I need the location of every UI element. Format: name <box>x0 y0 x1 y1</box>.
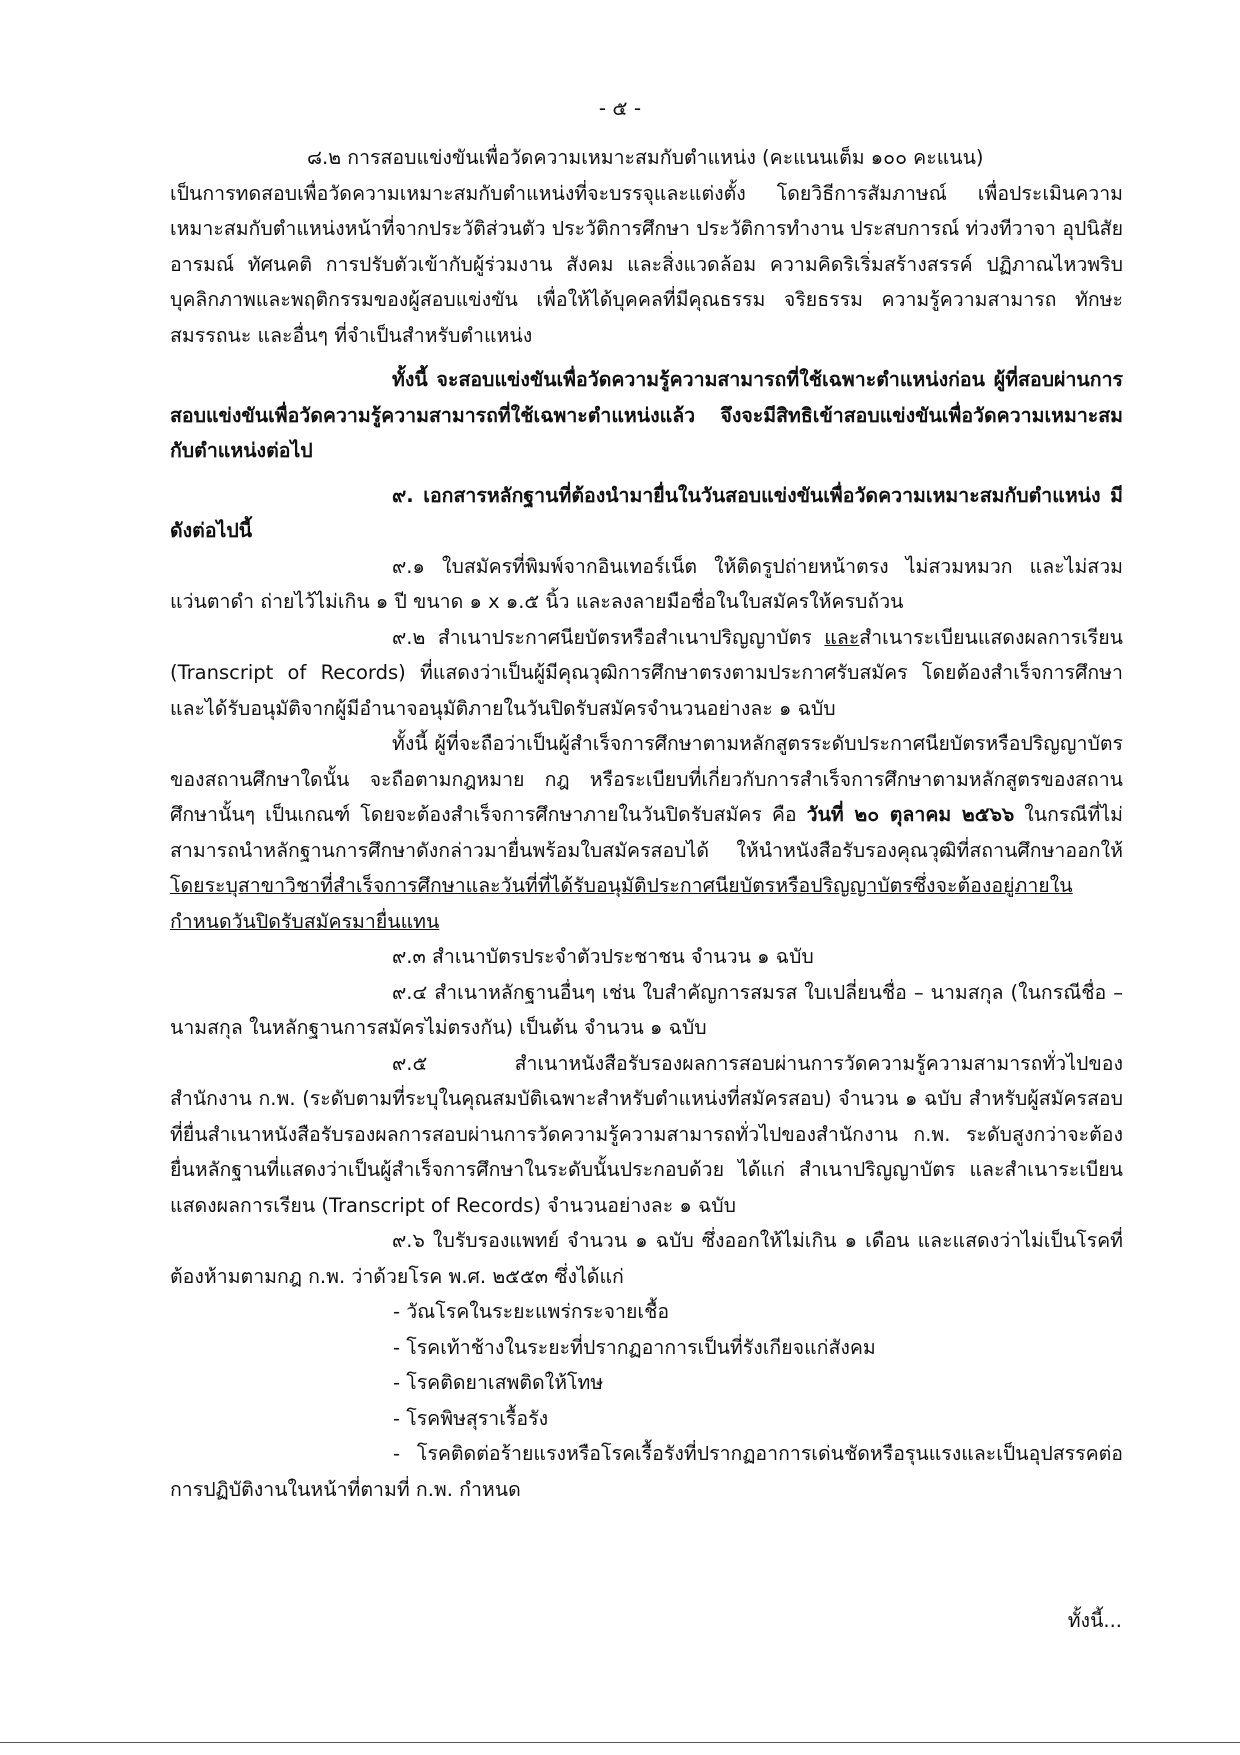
disease-item: - โรคเท้าช้างในระยะที่ปรากฏอาการเป็นที่รังเกียจแก่สังคม <box>393 1335 876 1359</box>
item-9-2-note-underlined: โดยระบุสาขาวิชาที่สำเร็จการศึกษาและวันที่ที่ได้รับอนุมัติประกาศนียบัตรหรือปริญญาบัตรซึ่งจะต้องอยู่ภายในกำหนดวันปิดรับสมัครมายื่นแทน <box>170 874 1073 933</box>
item-9-2-and: และ <box>824 625 860 649</box>
item-9-1: ๙.๑ ใบสมัครที่พิมพ์จากอินเทอร์เน็ต ให้ติดรูปถ่ายหน้าตรง ไม่สวมหมวก และไม่สวมแว่นตาดำ ถ่ายไว้ไม่เกิน ๑ ปี ขนาด ๑ x ๑.๕ นิ้ว และลงลายมือชื่อในใบสมัครให้ครบถ้วน <box>170 554 1123 613</box>
item-9-2-note-part-a: ทั้งนี้ ผู้ที่จะถือว่าเป็นผู้สำเร็จการศึกษาตามหลักสูตรระดับประกาศนียบัตรหรือปริญญาบัตรของสถานศึกษาใดนั้น จะถือตามกฎหมาย กฎ หรือระเบียบที่เกี่ยวกับการสำเร็จการศึกษาตามหลักสูตรของสถานศึกษานั้นๆ เป็นเกณฑ์ โดยจะต้องสำเร็จการศึกษาภายในวันปิดรับสมัคร คือ <box>170 732 1123 826</box>
item-9-2 <box>170 620 1123 727</box>
disease-item: - วัณโรคในระยะแพร่กระจายเชื้อ <box>393 1300 670 1323</box>
document-body <box>170 140 1123 1507</box>
item-9-4: ๙.๔ สำเนาหลักฐานอื่นๆ เช่น ใบสำคัญการสมรส ใบเปลี่ยนชื่อ – นามสกุล (ในกรณีชื่อ – นามสกุล ในหลักฐานการสมัครไม่ตรงกัน) เป็นต้น จำนวน ๑ ฉบับ <box>170 980 1123 1039</box>
section-8-2-body: เป็นการทดสอบเพื่อวัดความเหมาะสมกับตำแหน่งที่จะบรรจุและแต่งตั้ง โดยวิธีการสัมภาษณ์ เพื่อประเมินความเหมาะสมกับตำแหน่งหน้าที่จากประวัติส่วนตัว ประวัติการศึกษา ประวัติการทำงาน ประสบการณ์ ท่วงทีวาจา อุปนิสัย อารมณ์ ทัศนคติ การปรับตัวเข้ากับผู้ร่วมงาน สังคม และสิ่งแวดล้อม ความคิดริเริ่มสร้างสรรค์ ปฏิภาณไหวพริบ บุคลิกภาพและพฤติกรรมของผู้สอบแข่งขัน เพื่อให้ได้บุคคลที่มีคุณธรรม จริยธรรม ความรู้ความสามารถ ทักษะ สมรรถนะ และอื่นๆ ที่จำเป็นสำหรับตำแหน่ง <box>170 181 1123 347</box>
item-9-5: ๙.๕ สำเนาหนังสือรับรองผลการสอบผ่านการวัดความรู้ความสามารถทั่วไปของสำนักงาน ก.พ. (ระดับตามที่ระบุในคุณสมบัติเฉพาะสำหรับตำแหน่งที่สมัครสอบ) จำนวน ๑ ฉบับ สำหรับผู้สมัครสอบที่ยื่นสำเนาหนังสือรับรองผลการสอบผ่านการวัดความรู้ความสามารถทั่วไปของสำนักงาน ก.พ. ระดับสูงกว่าจะต้องยื่นหลักฐานที่แสดงว่าเป็นผู้สำเร็จการศึกษาในระดับนั้นประกอบด้วย ได้แก่ สำเนาปริญญาบัตร และสำเนาระเบียนแสดงผลการเรียน (Transcript of Records) จำนวนอย่างละ ๑ ฉบับ <box>170 1051 1123 1217</box>
notice-paragraph: ทั้งนี้ จะสอบแข่งขันเพื่อวัดความรู้ความสามารถที่ใช้เฉพาะตำแหน่งก่อน ผู้ที่สอบผ่านการสอบแข่งขันเพื่อวัดความรู้ความสามารถที่ใช้เฉพาะตำแหน่งแล้ว จึงจะมีสิทธิเข้าสอบแข่งขันเพื่อวัดความเหมาะสมกับตำแหน่งต่อไป <box>170 368 1123 462</box>
disease-item: - โรคติดยาเสพติดให้โทษ <box>393 1371 604 1394</box>
item-9-3: ๙.๓ สำเนาบัตรประจำตัวประชาชน จำนวน ๑ ฉบับ <box>392 945 814 968</box>
page-bottom-rule <box>0 1742 1240 1743</box>
item-9-2-part-a: ๙.๒ สำเนาประกาศนียบัตรหรือสำเนาปริญญาบัตร <box>392 625 825 649</box>
item-9-2-part-b: สำเนาระเบียนแสดงผลการเรียน (Transcript of Records) ที่แสดงว่าเป็นผู้มีคุณวุฒิการศึกษาตรงตามประกาศรับสมัคร โดยต้องสำเร็จการศึกษา และได้รับอนุมัติจากผู้มีอำนาจอนุมัติภายในวันปิดรับสมัครจำนวนอย่างละ ๑ ฉบับ <box>170 625 1123 720</box>
page-number: - ๕ - <box>598 96 642 120</box>
disease-item: - โรคพิษสุราเรื้อรัง <box>393 1406 549 1430</box>
closing-date: วันที่ ๒๐ ตุลาคม ๒๕๖๖ <box>806 803 1015 826</box>
disease-item: - โรคติดต่อร้ายแรงหรือโรคเรื้อรังที่ปรากฏอาการเด่นชัดหรือรุนแรงและเป็นอุปสรรคต่อการปฏิบัติงานในหน้าที่ตามที่ ก.พ. กำหนด <box>170 1442 1123 1501</box>
item-9-2-note-part-b: ในกรณีที่ไม่สามารถนำหลักฐานการศึกษาดังกล่าวมายื่นพร้อมใบสมัครสอบได้ ให้นำหนังสือรับรองคุณวุฒิที่สถานศึกษาออกให้ <box>170 803 1123 862</box>
item-9-6: ๙.๖ ใบรับรองแพทย์ จำนวน ๑ ฉบับ ซึ่งออกให้ไม่เกิน ๑ เดือน และแสดงว่าไม่เป็นโรคที่ต้องห้ามตามกฎ ก.พ. ว่าด้วยโรค พ.ศ. ๒๕๕๓ ซึ่งได้แก่ <box>170 1229 1123 1288</box>
item-9-2-note <box>170 726 1123 939</box>
section-9-heading: ๙. เอกสารหลักฐานที่ต้องนำมายื่นในวันสอบแข่งขันเพื่อวัดความเหมาะสมกับตำแหน่ง มีดังต่อไปนี้ <box>170 483 1123 542</box>
continuation-marker: ทั้งนี้... <box>1067 1609 1122 1632</box>
section-8-2-heading: ๘.๒ การสอบแข่งขันเพื่อวัดความเหมาะสมกับตำแหน่ง (คะแนนเต็ม ๑๐๐ คะแนน) <box>307 146 984 169</box>
